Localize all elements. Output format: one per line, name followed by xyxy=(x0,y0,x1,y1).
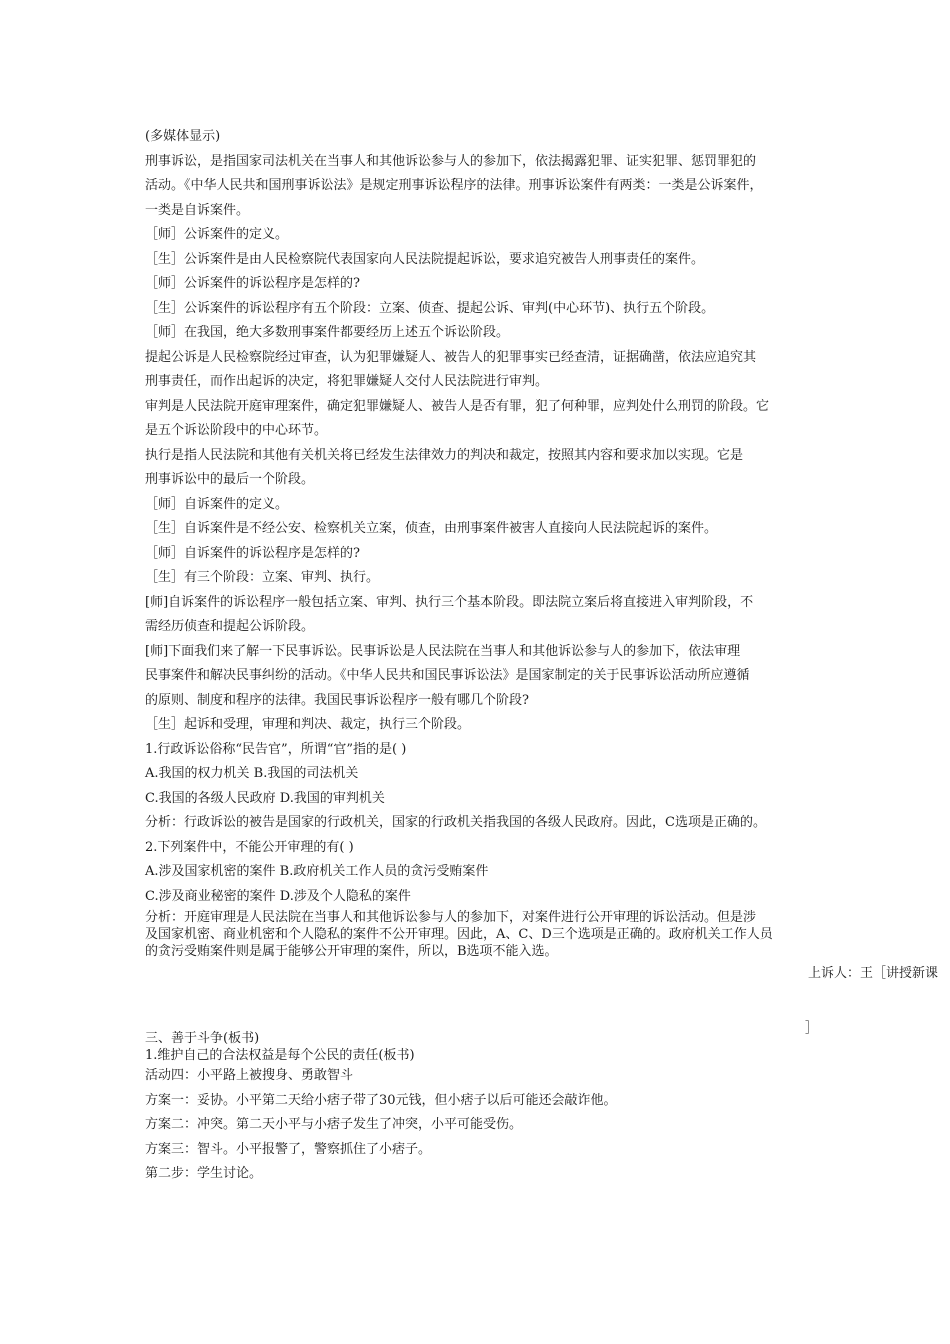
section-title: 三、善于斗争(板书) xyxy=(145,1031,260,1046)
dialogue-line: ［师］自诉案件的诉讼程序是怎样的? xyxy=(145,545,360,561)
paragraph-line: 活动。《中华人民共和国刑事诉讼法》是规定刑事诉讼程序的法律。刑事诉讼案件有两类：一类是公诉案件， xyxy=(145,178,763,193)
paragraph-line: 刑事诉讼中的最后一个阶段。 xyxy=(145,472,315,487)
activity-line: 活动四：小平路上被搜身、勇敢智斗 xyxy=(145,1068,354,1083)
dialogue-line: [师]自诉案件的诉讼程序一般包括立案、审判、执行三个基本阶段。即法院立案后将直接进入审判阶段，不 xyxy=(145,594,754,610)
closing-bracket: ］ xyxy=(805,1021,819,1036)
paragraph-line: 审判是人民法院开庭审理案件，确定犯罪嫌疑人、被告人是否有罪，犯了何种罪，应判处什么刑罚的阶段。它 xyxy=(145,398,770,414)
question-analysis: 分析：行政诉讼的被告是国家的行政机关，国家的行政机关指我国的各级人民政府。因此，C选项是正确的。 xyxy=(145,815,766,830)
section-three xyxy=(145,1030,813,1187)
dialogue-line: 需经历侦查和提起公诉阶段。 xyxy=(145,619,315,634)
dialogue-line: ［生］有三个阶段：立案、审判、执行。 xyxy=(145,570,380,585)
dialogue-line: ［师］在我国，绝大多数刑事案件都要经历上述五个诉讼阶段。 xyxy=(145,325,510,340)
question-options: C.我国的各级人民政府 D.我国的审判机关 xyxy=(145,790,385,806)
dialogue-line: ［师］公诉案件的定义。 xyxy=(145,227,289,242)
paragraph-line: 一类是自诉案件。 xyxy=(145,202,250,218)
question-analysis: 的贪污受贿案件则是属于能够公开审理的案件，所以，B选项不能入选。 xyxy=(145,944,558,959)
paragraph-line: 刑事诉讼，是指国家司法机关在当事人和其他诉讼参与人的参加下，依法揭露犯罪、证实犯罪、惩罚罪犯的 xyxy=(145,153,757,169)
question-analysis: 及国家机密、商业机密和个人隐私的案件不公开审理。因此，A、C、D三个选项是正确的。政府机关工作人员 xyxy=(145,927,773,942)
dialogue-line: ［生］公诉案件的诉讼程序有五个阶段：立案、侦查、提起公诉、审判(中心环节)、执行五个阶段。 xyxy=(145,300,715,316)
paragraph-line: 提起公诉是人民检察院经过审查，认为犯罪嫌疑人、被告人的犯罪事实已经查清，证据确凿，依法应追究其 xyxy=(145,349,757,365)
question-options: A.涉及国家机密的案件 B.政府机关工作人员的贪污受贿案件 xyxy=(145,864,489,879)
activity-line: 方案三：智斗。小平报警了，警察抓住了小痞子。 xyxy=(145,1141,432,1157)
question-options: C.涉及商业秘密的案件 D.涉及个人隐私的案件 xyxy=(145,888,411,904)
dialogue-line: ［生］自诉案件是不经公安、检察机关立案，侦查，由刑事案件被害人直接向人民法院起诉的案件。 xyxy=(145,521,718,536)
dialogue-line: ［生］起诉和受理，审理和判决、裁定，执行三个阶段。 xyxy=(145,717,471,732)
paragraph-line: 是五个诉讼阶段中的中心环节。 xyxy=(145,423,328,438)
activity-line: 第二步：学生讨论。 xyxy=(145,1166,263,1181)
dialogue-line: ［生］公诉案件是由人民检察院代表国家向人民法院提起诉讼，要求追究被告人刑事责任的案件。 xyxy=(145,251,705,267)
appellant-tag: 上诉人：王［讲授新课 xyxy=(808,966,939,981)
dialogue-line: ［师］自诉案件的定义。 xyxy=(145,496,289,512)
question-stem: 2.下列案件中，不能公开审理的有( ) xyxy=(145,839,354,855)
paragraph-line: (多媒体显示) xyxy=(145,129,221,144)
paragraph-line: 执行是指人民法院和其他有关机关将已经发生法律效力的判决和裁定，按照其内容和要求加以实现。它是 xyxy=(145,447,744,463)
question-analysis: 分析：开庭审理是人民法院在当事人和其他诉讼参与人的参加下，对案件进行公开审理的诉讼活动。但是涉 xyxy=(145,910,757,925)
activity-line: 方案一：妥协。小平第二天给小痞子带了30元钱，但小痞子以后可能还会敲诈他。 xyxy=(145,1092,617,1108)
paragraph-line: 刑事责任，而作出起诉的决定，将犯罪嫌疑人交付人民法院进行审判。 xyxy=(145,374,549,389)
activity-line: 方案二：冲突。第二天小平与小痞子发生了冲突，小平可能受伤。 xyxy=(145,1117,523,1132)
dialogue-line: 民事案件和解决民事纠纷的活动。《中华人民共和国民事诉讼法》是国家制定的关于民事诉讼活动所应遵循 xyxy=(145,668,750,683)
section-subtitle: 1.维护自己的合法权益是每个公民的责任(板书) xyxy=(145,1048,415,1063)
question-options: A.我国的权力机关 B.我国的司法机关 xyxy=(145,766,359,781)
dialogue-line: ［师］公诉案件的诉讼程序是怎样的? xyxy=(145,276,360,291)
question-stem: 1.行政诉讼俗称“民告官”，所谓“官”指的是( ) xyxy=(145,741,407,757)
lesson-body xyxy=(145,125,813,960)
dialogue-line: [师]下面我们来了解一下民事诉讼。民事诉讼是人民法院在当事人和其他诉讼参与人的参加下，依法审理 xyxy=(145,643,741,659)
dialogue-line: 的原则、制度和程序的法律。我国民事诉讼程序一般有哪几个阶段? xyxy=(145,692,529,708)
